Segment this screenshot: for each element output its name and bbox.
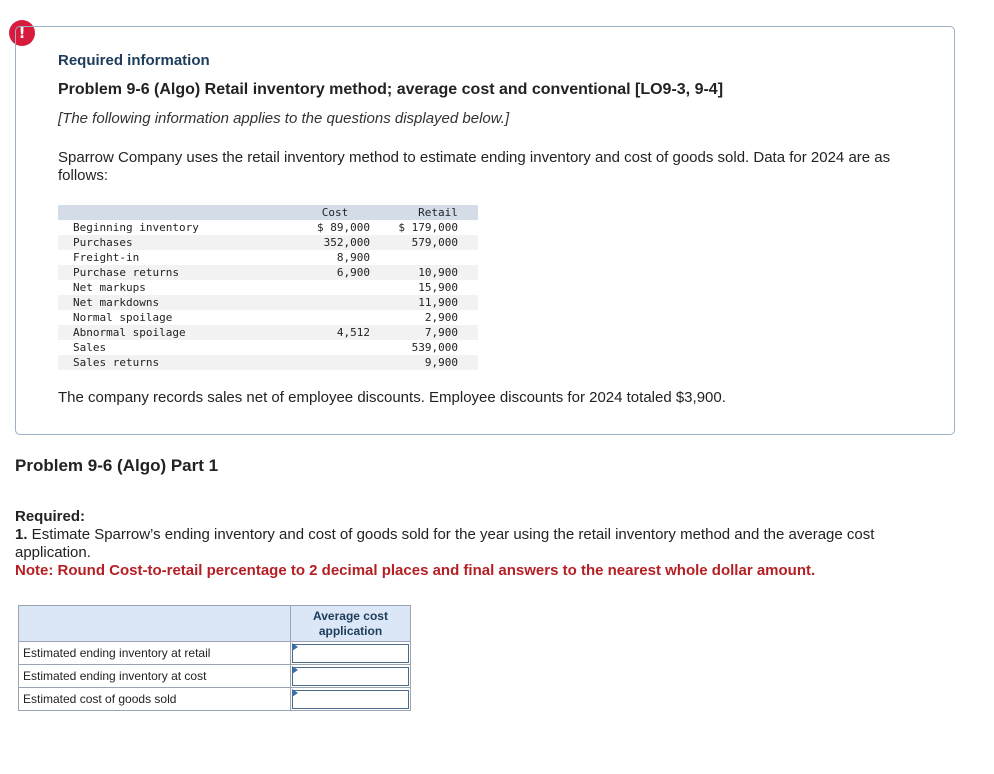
required-label: Required: [15,508,86,525]
table-row [58,310,478,325]
answer-header-blank [19,606,291,642]
retail-column-header: Retail [398,205,478,220]
row-retail: 7,900 [398,325,478,340]
table-row [58,235,478,250]
intro-text: Sparrow Company uses the retail inventory method to estimate ending inventory and cost of goods sold. Data for 2024 are as follows: [58,149,891,184]
required-information-heading: Required information [58,52,210,69]
row-cost [294,355,376,370]
answer-cell [291,665,411,688]
row-cost: 6,900 [294,265,376,280]
row-retail: 15,900 [418,281,458,294]
requirement-number: 1. [15,526,28,543]
row-label: Normal spoilage [73,311,173,324]
row-retail: 539,000 [411,341,458,354]
row-label: Freight-in [73,251,140,264]
table-header-row [58,205,478,220]
requirement-text [15,526,945,562]
problem-title: Problem 9-6 (Algo) Retail inventory method; average cost and conventional [LO9-3, 9-4] [58,81,724,98]
row-cost [294,280,376,295]
row-cost: 8,900 [336,251,370,264]
answer-cell [291,688,411,711]
row-retail: 579,000 [398,235,478,250]
row-label: Abnormal spoilage [58,325,294,340]
row-label: Purchases [58,235,294,250]
answer-header-row [19,606,411,642]
answer-row-label: Estimated ending inventory at retail [19,642,291,665]
row-retail: $ 179,000 [398,221,458,234]
input-flag-icon [292,689,298,697]
answer-table [18,605,411,711]
rounding-note: Note: Round Cost-to-retail percentage to 2 decimal places and final answers to the nearest whole dollar amount. [15,562,816,579]
row-label: Net markdowns [58,295,294,310]
row-label: Sales returns [58,355,294,370]
row-retail: 11,900 [398,295,478,310]
table-row [58,295,478,310]
ending-inventory-retail-input[interactable] [292,644,409,663]
cost-column-header: Cost [294,205,376,220]
alert-icon: ! [9,20,35,46]
row-cost: $ 89,000 [317,221,370,234]
label-column-header [58,205,294,220]
table-row [58,355,478,370]
table-row [58,340,478,355]
row-label: Net markups [73,281,146,294]
table-row [58,280,478,295]
requirement-body: Estimate Sparrow’s ending inventory and cost of goods sold for the year using the retail inventory method and the average cost application. [15,526,875,561]
table-row [19,665,411,688]
row-cost: 352,000 [294,235,376,250]
table-row [58,250,478,265]
row-cost: 4,512 [294,325,376,340]
row-cost [294,310,376,325]
row-cost [294,295,376,310]
inventory-data-table [58,205,478,370]
row-label: Sales [73,341,107,354]
row-label: Beginning inventory [73,221,199,234]
table-row [58,325,478,340]
answer-row-label: Estimated cost of goods sold [19,688,291,711]
answer-cell [291,642,411,665]
answer-row-label: Estimated ending inventory at cost [19,665,291,688]
table-row [19,688,411,711]
row-cost [294,340,376,355]
applies-note: [The following information applies to the questions displayed below.] [58,110,510,127]
table-row [19,642,411,665]
ending-inventory-cost-input[interactable] [292,667,409,686]
row-retail: 10,900 [398,265,478,280]
row-label: Purchase returns [58,265,294,280]
row-retail: 2,900 [424,311,458,324]
table-row [58,265,478,280]
cost-of-goods-sold-input[interactable] [292,690,409,709]
input-flag-icon [292,643,298,651]
average-cost-column-header: Average cost application [291,606,411,642]
input-flag-icon [292,666,298,674]
table-row [58,220,478,235]
part-title: Problem 9-6 (Algo) Part 1 [15,456,219,475]
row-retail [398,250,478,265]
row-retail: 9,900 [398,355,478,370]
employee-discount-note: The company records sales net of employee discounts. Employee discounts for 2024 totaled $3,900. [58,389,726,406]
